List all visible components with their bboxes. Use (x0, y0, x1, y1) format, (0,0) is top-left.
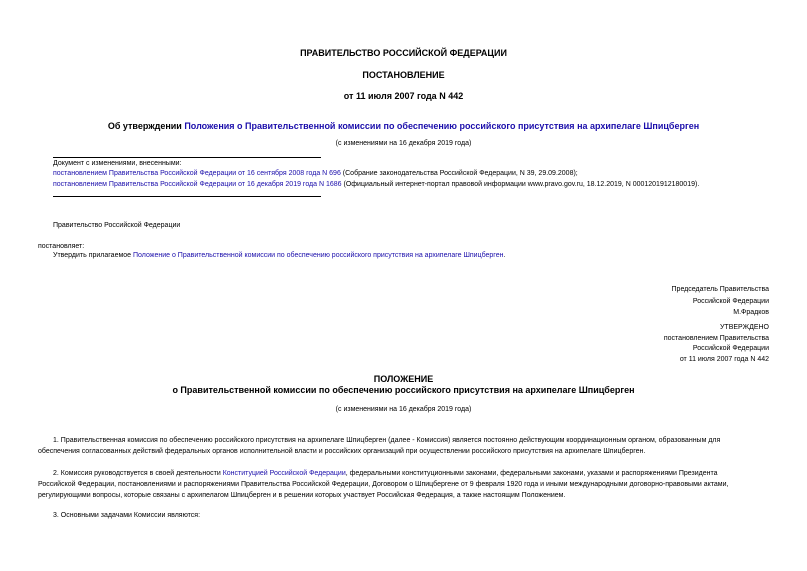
paragraph-2-tail: , федеральными конституционными законами, федеральными законами, указами и распоряжениями Президента (345, 470, 718, 477)
approve-suffix: . (503, 252, 506, 259)
document-date: от 11 июля 2007 года N 442 (343, 91, 464, 101)
document-type: ПОСТАНОВЛЕНИЕ (362, 70, 445, 80)
paragraph-1-line-2: обеспечения согласованных действий федеральных органов исполнительной власти и российских организаций при осуществлении российского присутствия на архипелаге Шпицберген. (38, 448, 646, 455)
subject-text: Правительство Российской Федерации (53, 222, 181, 229)
signature-block (672, 284, 769, 319)
change-link-2008[interactable]: постановлением Правительства Российской Федерации от 16 сентября 2008 года N 696 (53, 170, 341, 177)
regulation-title: ПОЛОЖЕНИЕ (373, 374, 434, 384)
approved-date: от 11 июля 2007 года N 442 (679, 355, 769, 363)
paragraph-3: 3. Основными задачами Комиссии являются: (53, 512, 201, 519)
title-regulation-link[interactable]: Положения о Правительственной комиссии по обеспечению российского присутствия на архипелаге Шпицберген (184, 121, 700, 131)
change-source: (Собрание законодательства Российской Федерации, N 39, 29.09.2008); (340, 170, 578, 177)
regulation-subtitle: о Правительственной комиссии по обеспечению российского присутствия на архипелаге Шпицберген (172, 385, 635, 395)
title-prefix: Об утверждении (107, 121, 185, 131)
government-name: ПРАВИТЕЛЬСТВО РОССИЙСКОЙ ФЕДЕРАЦИИ (300, 48, 507, 58)
approve-prefix: Утвердить прилагаемое (53, 252, 134, 259)
paragraph-2-line-3: регулирующими вопросы, которые связаны с архипелагом Шпицберген и в решении которых участвует Российская Федерация, а также настоящим Положением. (38, 492, 566, 499)
approve-regulation-link[interactable]: Положение о Правительственной комиссии по обеспечению российского присутствия на архипелаге Шпицберген (133, 252, 504, 259)
signature-position: Председатель Правительства (671, 286, 769, 293)
constitution-link[interactable]: Конституцией Российской Федерации (222, 470, 346, 477)
document-title (0, 121, 807, 131)
approve-text (53, 252, 505, 259)
approved-by: постановлением Правительства (663, 334, 769, 342)
change-item (53, 181, 699, 188)
paragraph-2-line-1 (53, 470, 718, 477)
regulation-revision-note: (с изменениями на 16 декабря 2019 года) (335, 406, 472, 413)
paragraph-1-line-1: 1. Правительственная комиссия по обеспечению российского присутствия на архипелаге Шпицберген (далее - Комиссия) является постоянно действующим координационным органом, образованным для (53, 437, 721, 444)
change-item (53, 170, 578, 177)
decides-text: постановляет: (38, 243, 85, 250)
paragraph-2-prefix: 2. Комиссия руководствуется в своей деятельности (53, 470, 223, 477)
approved-block (664, 323, 769, 365)
paragraph-2-line-2: Российской Федерации, постановлениями и распоряжениями Правительства Российской Федерации, Договором о Шпицбергене от 9 февраля 1920 года и иными международными договорно-правовыми актами, (38, 481, 729, 488)
changes-bottom-divider (53, 196, 321, 197)
approved-label: УТВЕРЖДЕНО (719, 324, 769, 331)
change-link-2019[interactable]: постановлением Правительства Российской Федерации от 16 декабря 2019 года N 1686 (53, 181, 342, 188)
signature-country: Российской Федерации (692, 297, 769, 305)
signature-name: М.Фрадков (733, 309, 769, 316)
changes-top-divider (53, 157, 321, 158)
change-source: (Официальный интернет-портал правовой информации www.pravo.gov.ru, 18.12.2019, N 0001201912180019). (341, 181, 700, 188)
approved-country: Российской Федерации (692, 345, 769, 352)
revision-note: (с изменениями на 16 декабря 2019 года) (335, 140, 472, 147)
changes-intro: Документ с изменениями, внесенными: (53, 160, 182, 167)
